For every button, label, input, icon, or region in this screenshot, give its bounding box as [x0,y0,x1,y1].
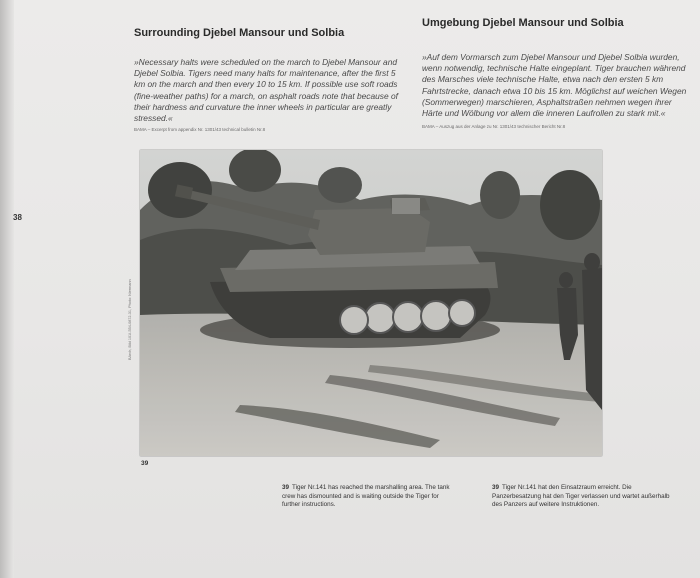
german-source: BAMA – Auszug aus der Anlage zu Nr. 1301/43 technischer Bericht Nr.8 [422,124,566,129]
english-caption [282,484,458,510]
page-gutter-shadow [0,0,14,578]
german-quote: »Auf dem Vormarsch zum Djebel Mansour und Djebel Solbia wurden, wenn notwendig, technische Halte eingeplant. Tiger brauchen während des Marsches viele technische Halte, etwa nach den ersten 5 km Fahrtstrecke, danach etwa 10 bis 15 km. Möglichst auf weichen Wegen (Sommerwegen) marschieren, Asphaltstraßen nehmen wegen ihrer Härte und Wölbung vor allem die inneren Laufrollen zu stark mit.« [422,52,687,119]
german-caption [492,484,680,510]
english-caption-number: 39 [282,484,290,491]
german-title: Umgebung Djebel Mansour und Solbia [422,17,624,29]
tank-photograph [140,150,602,456]
german-caption-number: 39 [492,484,500,491]
photo-credit: BArch, Bild 101I-554-0872-31, Photo: Niermann [128,279,132,360]
photo-number: 39 [141,460,149,467]
page-number: 38 [13,213,22,222]
german-caption-text: Tiger Nr.141 hat den Einsatzraum erreicht. Die Panzerbesatzung hat den Tiger verlassen und wartet außerhalb des Panzers auf weitere Instruktionen. [492,484,670,509]
english-caption-text: Tiger Nr.141 has reached the marshalling area. The tank crew has dismounted and is waiting outside the Tiger for further instructions. [282,484,450,509]
english-source: BAMA – Excerpt from appendix Nr. 1301/43 technical bulletin Nr.8 [134,127,266,132]
english-quote: »Necessary halts were scheduled on the march to Djebel Mansour and Djebel Solbia. Tigers need many halts for maintenance, after the first 5 km on the march and then every 10 to 15 km. If possible use soft roads (fine-weather paths) for a march, on asphalt roads note that because of their hardness and curvature the inner wheels in particular are greatly stressed.« [134,57,398,124]
english-title: Surrounding Djebel Mansour und Solbia [134,27,345,39]
tank-photo-illustration [140,150,602,456]
